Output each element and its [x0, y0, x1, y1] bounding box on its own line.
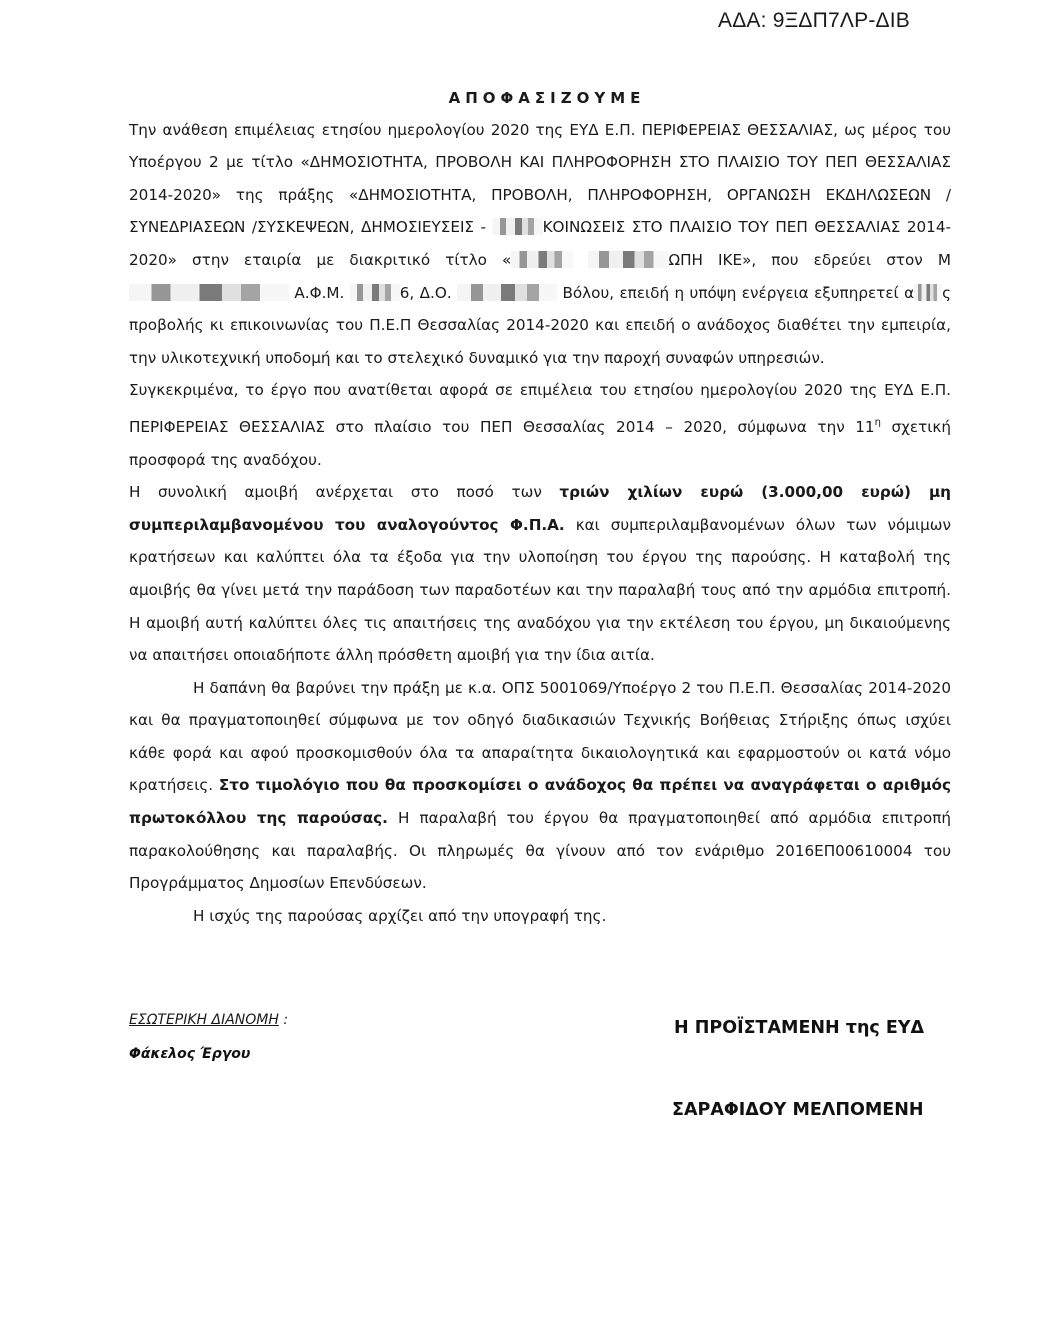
paragraph-scope [129, 374, 951, 476]
paragraph-text: και συμπεριλαμβανομένων όλων των νόμιμων κρατήσεων και καλύπτει όλα τα έξοδα για την υλοποίηση του έργου της παρούσης. Η καταβολή της αμοιβής θα γίνει μετά την παράδοση των παραδοτέων και την παραλαβή τους από την αρμόδια επιτροπή. Η αμοιβή αυτή καλύπτει όλες τις απαιτήσεις της αναδόχου για την εκτέλεση του έργου, μη δικαιούμενης να απαιτήσει οποιαδήποτε άλλη πρόσθετη αμοιβή για την ίδια αιτία. [129, 515, 951, 665]
paragraph-text: Συγκεκριμένα, το έργο που ανατίθεται αφορά σε επιμέλεια του ετησίου ημερολογίου 2020 της ΕΥΔ Ε.Π. ΠΕΡΙΦΕΡΕΙΑΣ ΘΕΣΣΑΛΙΑΣ στο πλαίσιο του ΠΕΠ Θεσσαλίας 2014 – 2020, σύμφωνα την 11 [129, 381, 951, 436]
paragraph-text: Η παραλαβή του έργου θα πραγματοποιηθεί από αρμόδια επιτροπή παρακολούθησης και παραλαβής. Οι πληρωμές θα γίνουν από τον ενάριθμο 2016ΕΠ00610004 του Προγράμματος Δημοσίων Επενδύσεων. [129, 809, 951, 893]
redacted-block [493, 218, 543, 235]
paragraph-validity: Η ισχύς της παρούσας αρχίζει από την υπογραφή της. [193, 906, 607, 925]
ada-code: ΑΔΑ: 9ΞΔΠ7ΛΡ-ΔΙΒ [718, 9, 911, 32]
paragraph-text: ΚΟΙΝΩΣΕΙΣ ΣΤΟ ΠΛΑΙΣΙΟ ΤΟΥ ΠΕΠ ΘΕΣΣΑΛΙΑΣ 2014-2020» στην εταιρία με διακριτικό τίτλο « [129, 218, 951, 269]
paragraph-text: Α.Φ.Μ. [294, 283, 345, 302]
paragraph-text: Βόλου, επειδή η υπόψη ενέργεια εξυπηρετεί α [562, 283, 915, 302]
signatory-role: Η ΠΡΟΪΣΤΑΜΕΝΗ της ΕΥΔ [674, 1018, 925, 1038]
redacted-block [511, 251, 573, 268]
paragraph-text: ς προβολής κι επικοινωνίας του Π.Ε.Π Θεσσαλίας 2014-2020 και επειδή ο ανάδοχος διαθέτει την εμπειρία, την υλικοτεχνική υποδομή και το στελεχικό δυναμικό για την παροχή συναφών υπηρεσιών. [129, 283, 952, 367]
redacted-block [350, 284, 400, 301]
redacted-block [457, 284, 557, 301]
decision-title: ΑΠΟΦΑΣΙΖΟΥΜΕ [448, 89, 646, 107]
paragraph-text: 6, Δ.Ο. [399, 283, 452, 302]
distribution-label-text: ΕΣΩΤΕΡΙΚΗ ΔΙΑΝΟΜΗ [129, 1012, 279, 1028]
signatory-name: ΣΑΡΑΦΙΔΟΥ ΜΕΛΠΟΜΕΝΗ [672, 1100, 924, 1120]
paragraph-text: ΩΠΗ ΙΚΕ», που εδρεύει στον Μ [668, 250, 952, 269]
superscript: η [874, 416, 881, 428]
internal-distribution-label [129, 1012, 288, 1028]
paragraph-assignment [129, 114, 951, 375]
redacted-block [914, 284, 942, 301]
paragraph-text: Η δαπάνη θα βαρύνει την πράξη με κ.α. ΟΠΣ 5001069/Υποέργο 2 του Π.Ε.Π. Θεσσαλίας 2014-2020 και θα πραγματοποιηθεί σύμφωνα με τον οδηγό διαδικασιών Τεχνικής Βοήθειας Στήριξης όπως ισχύει κάθε φορά και αφού προσκομισθούν όλα τα απαραίτητα δικαιολογητικά και εφαρμοστούν οι κατά νόμο κρατήσεις. [129, 678, 951, 795]
document-body [129, 82, 951, 932]
paragraph-fee [129, 476, 951, 672]
distribution-colon: : [278, 1012, 289, 1028]
paragraph-text: Την ανάθεση επιμέλειας ετησίου ημερολογίου 2020 της ΕΥΔ Ε.Π. ΠΕΡΙΦΕΡΕΙΑΣ ΘΕΣΣΑΛΙΑΣ, ως μέρος του Υποέργου 2 με τίτλο «ΔΗΜΟΣΙΟΤΗΤΑ, ΠΡΟΒΟΛΗ ΚΑΙ ΠΛΗΡΟΦΟΡΗΣΗ ΣΤΟ ΠΛΑΙΣΙΟ ΤΟΥ ΠΕΠ ΘΕΣΣΑΛΙΑΣ 2014-2020» της πράξης «ΔΗΜΟΣΙΟΤΗΤΑ, ΠΡΟΒΟΛΗ, ΠΛΗΡΟΦΟΡΗΣΗ, ΟΡΓΑΝΩΣΗ ΕΚΔΗΛΩΣΕΩΝ / ΣΥΝΕΔΡΙΑΣΕΩΝ /ΣΥΣΚΕΨΕΩΝ, ΔΗΜΟΣΙΕΥΣΕΙΣ - [129, 120, 951, 237]
invoice-note-bold: Στο τιμολόγιο που θα προσκομίσει ο ανάδοχος θα πρέπει να αναγράφεται ο αριθμός πρωτοκόλλου της παρούσας. [129, 776, 951, 828]
paragraph-expense [129, 672, 951, 900]
redacted-block [129, 284, 289, 301]
paragraph-text: σχετική προσφορά της αναδόχου. [129, 417, 951, 469]
paragraph-text: Η συνολική αμοιβή ανέρχεται στο ποσό των [129, 483, 560, 502]
distribution-item: Φάκελος Έργου [129, 1046, 251, 1062]
fee-amount-bold: τριών χιλίων ευρώ (3.000,00 ευρώ) μη συμπεριλαμβανομένου του αναλογούντος Φ.Π.Α. [129, 483, 951, 534]
redacted-block [588, 251, 668, 268]
